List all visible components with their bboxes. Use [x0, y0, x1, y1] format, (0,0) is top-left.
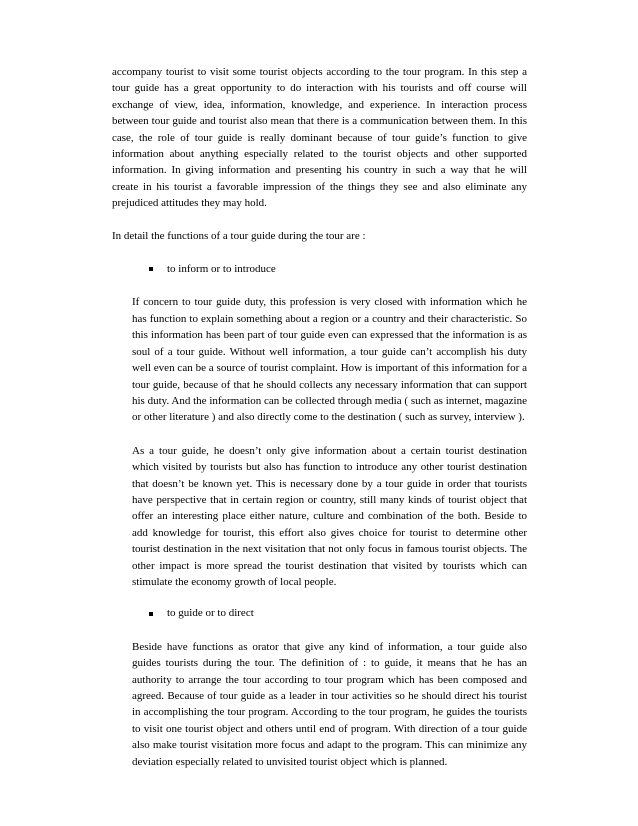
bullet-label: to inform or to introduce — [167, 263, 276, 276]
bullet-square-icon — [149, 267, 153, 271]
bullet-label: to guide or to direct — [167, 607, 254, 620]
bullet-square-icon — [149, 612, 153, 616]
paragraph-guide: Beside have functions as orator that give any kind of information, a tour guide also guides tourists during the tour. The definition of : to guide, it means that he has an authority to arrange the tour according to tour program which has been composed and agreed. Because of tour guide as a leader in tour activities so he should direct his tourist in accomplishing the tour program. According to the tour program, he guides the tourists to visit one tourist object and others until end of program. With direction of a tour guide also make tourist visitation more focus and adapt to the program. This can minimize any deviation especially related to unvisited tourist object which is planned. — [132, 640, 527, 768]
bullet-item-guide — [149, 605, 527, 621]
paragraph-information: If concern to tour guide duty, this profession is very closed with information which he has function to explain something about a region or a country and their characteristic. So this information has been part of tour guide even can expressed that the information is as soul of a tour guide. Without well information, a tour guide can’t accomplish his duty well even can be a source of tourist complaint. How is important of this information for a tour guide, because of that he should collects any necessary information that can support his duty. And the information can be collected through media ( such as internet, magazine or other literature ) and also directly come to the destination ( such as survey, interview ). — [132, 296, 527, 424]
bullet-item-inform — [149, 261, 527, 277]
functions-lead-line: In detail the functions of a tour guide during the tour are : — [112, 229, 366, 242]
paragraph-introduce: As a tour guide, he doesn’t only give information about a certain tourist destination which visited by tourists but also has function to introduce any other tourist destination that doesn’t be known yet. This is necessary done by a tour guide in order that tourists have perspective that in certain region or country, still many kinds of tourist object that offer an interesting place either nature, culture and combination of the both. Beside to add knowledge for tourist, this effort also gives choice for tourist to determine other tourist destination in the next visitation that not only focus in famous tourist objects. The other impact is more spread the tourist destination that visited by tourists which can stimulate the economy growth of local people. — [132, 444, 527, 588]
intro-paragraph: accompany tourist to visit some tourist objects according to the tour program. In this step a tour guide has a great opportunity to do interaction with his tourists and off course will exchange of view, idea, information, knowledge, and experience. In interaction process between tour guide and tourist also mean that there is a communication between them. In this case, the role of tour guide is really dominant because of tour guide’s function to give information about anything especially related to the tourist objects and other supported information. In giving information and presenting his country in such a way that he will create in his tourist a favorable impression of the things they see and also eliminate any prejudiced attitudes they may hold. — [112, 66, 527, 210]
